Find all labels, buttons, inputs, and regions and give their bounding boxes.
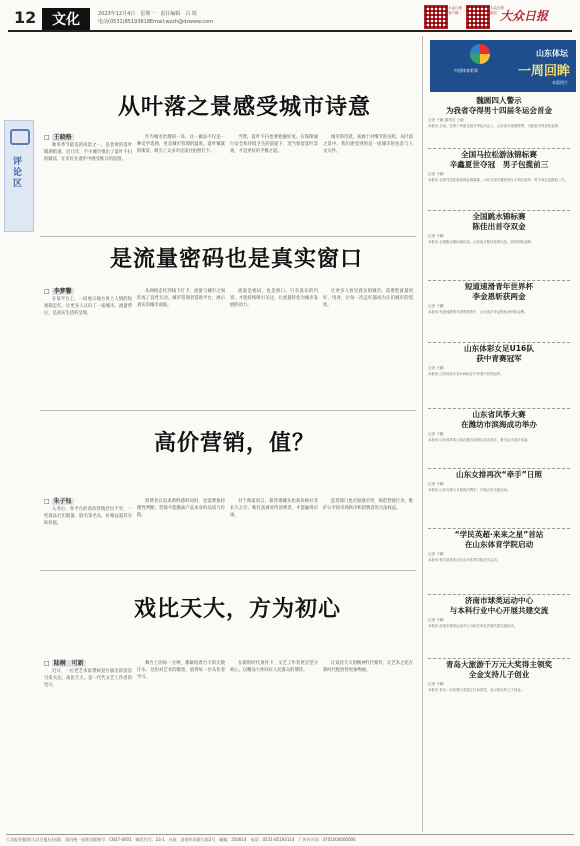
column-separator bbox=[422, 36, 423, 832]
sidebar-label: 评论区 bbox=[13, 157, 23, 189]
article-3-col-4: 监管部门也应加强引导，规范营销行为，维护公平的市场秩序和消费者的合法权益。 bbox=[323, 499, 413, 512]
comment-section-tab bbox=[4, 120, 34, 232]
divider bbox=[428, 658, 570, 659]
divider bbox=[428, 280, 570, 281]
qr-code-client bbox=[424, 5, 448, 29]
sports-news-title: 全国跳水锦标赛 陈佳出首夺双金 bbox=[472, 212, 526, 231]
date-line: 2023年12月4日 星期一 责任编辑 吕 锐 bbox=[98, 11, 197, 17]
divider bbox=[40, 236, 416, 237]
banner-line-4: 本版图片 bbox=[552, 80, 568, 85]
sports-news-byline: 记者 于鹏 bbox=[428, 366, 444, 370]
article-3-byline: □ 朱子钰 bbox=[44, 498, 72, 505]
sports-news-title: “学民英超·来来之星”首站 在山东体育学院启动 bbox=[454, 530, 544, 549]
sports-news-body: 本报讯 山东女排与日照再次携手，开展合作交流活动。 bbox=[428, 488, 511, 492]
footer-imprint: 大众报业集团(大众日报社)出版 国内统一连续出版物号：CN37-0001 邮发代号：23-1 社址：济南市泺源大街2号 邮编：250014 电话：0531-85193114 广告许可证：3701004000006 bbox=[6, 834, 574, 843]
sports-news-title: 短道速滑青年世界杯 李金恩斩获两金 bbox=[464, 282, 534, 301]
article-1-col-3: 当然，落叶不扫也要把握好度。在保障通行安全和环境卫生的前提下，适当保留落叶景观，才是更好的平衡之道。 bbox=[230, 135, 318, 155]
sports-news-body: 本报讯 日前，在第十四届全国冬季运动会上，山东选手顽强拼搏，为我省夺得首枚金牌。 bbox=[428, 124, 562, 128]
article-1-byline: □ 王晓格 bbox=[44, 134, 72, 141]
banner-line-1: 山东体坛 bbox=[536, 49, 568, 58]
newspaper-logo: 大众日报 bbox=[500, 9, 549, 23]
sports-news-body: 本报讯 济南市球类运动中心与相关单位开展共建交流活动。 bbox=[428, 624, 518, 628]
sports-news-byline: 记者 于鹏 bbox=[428, 618, 444, 622]
article-2-col-2: 从网络走红到线下打卡，流量与城市之间形成了良性互动。城市管理者借助平台，展示真实的城市面貌。 bbox=[137, 289, 225, 309]
article-2-col-1: 在某平台上，一段展示地方风土人情的短视频走红，让更多人认识了一座城市。流量背后，是真实生活的呈现。 bbox=[44, 297, 132, 317]
divider bbox=[428, 408, 570, 409]
sports-news-byline: 记者 于鹏 bbox=[428, 172, 444, 176]
sports-news-title: 山东女排再次“牵手”日照 bbox=[456, 470, 542, 479]
sports-news-byline: 记者 于鹏 bbox=[428, 304, 444, 308]
divider bbox=[40, 410, 416, 411]
sports-news-byline: 记者 于鹏 bbox=[428, 552, 444, 556]
qr-code-wechat bbox=[466, 5, 490, 29]
comment-bubble-icon bbox=[10, 129, 30, 145]
article-3-author: 朱子钰 bbox=[53, 498, 72, 505]
page-number: 12 bbox=[14, 8, 37, 27]
section-label: 文化 bbox=[42, 8, 90, 30]
sports-banner bbox=[430, 40, 576, 92]
sports-news-body: 本报讯 青岛一位彩票大奖得主日前领奖，表示将支持儿子创业。 bbox=[428, 688, 525, 692]
sports-news-byline: 记者 于鹏 bbox=[428, 234, 444, 238]
article-2-headline: 是流量密码也是真实窗口 bbox=[110, 246, 364, 272]
sports-news-byline: 记者 于鹏 bbox=[428, 432, 444, 436]
sports-news-title: 山东体彩女足U16队 获中青赛冠军 bbox=[464, 344, 534, 363]
sports-news-body: 本报讯 相关赛事首站在山东体育学院正式启动。 bbox=[428, 558, 501, 562]
sports-news-body: 本报讯 全国马拉松游泳锦标赛落幕，山东名将辛鑫获得女子项目冠军，男子项目包揽前三名。 bbox=[428, 178, 569, 182]
article-4-col-3: 在新的时代条件下，文艺工作者更应坚守初心，以精品力作回应人民群众的期待。 bbox=[230, 661, 318, 674]
sports-news-title: 青岛大旅游千万元大奖得主领奖 全金支持儿子创业 bbox=[445, 660, 553, 679]
sports-news-body: 本报讯 短道速滑青年世界杯赛中，山东选手李金恩斩获两枚金牌。 bbox=[428, 310, 528, 314]
article-4-byline: □ 陆桐 可新 bbox=[44, 660, 84, 667]
article-2-col-4: 让更多人看见真实的城市，需要把流量用好、用对，让每一次走红都成为认识城市的契机。 bbox=[323, 289, 413, 309]
sports-news-body: 本报讯 山东体彩女足U16队在中青赛中获得冠军。 bbox=[428, 372, 504, 376]
article-2-byline: □ 李梦馨 bbox=[44, 288, 72, 295]
sports-news-title: 魏圆四人警示 为我省夺得男十四届冬运会首金 bbox=[445, 96, 553, 115]
email-line: Email:wzzh@dzwww.com bbox=[150, 19, 213, 25]
divider bbox=[428, 528, 570, 529]
article-2-col-3: 流量是密码，也是窗口。只有真实的内容，才能持续吸引关注，让流量转化为城市发展的动力。 bbox=[230, 289, 318, 309]
sports-news-title: 济南市球类运动中心 与本科行业中心开展共建交流 bbox=[449, 596, 549, 615]
sports-news-title: 山东省风筝大赛 在潍坊市滨海成功举办 bbox=[461, 410, 537, 429]
article-3-col-1: 入冬后，各平台的高价营销层出不穷，一些商品打出限量、联名等名头，价格远超其实际价值。 bbox=[44, 507, 132, 527]
sports-news-byline: 记者 于鹏 bbox=[428, 482, 444, 486]
article-4-headline: 戏比天大，方为初心 bbox=[134, 596, 342, 622]
divider bbox=[428, 468, 570, 469]
header-rule bbox=[8, 30, 572, 32]
article-1-col-2: 作为城市治理的一环，这一做法不仅是一种美学选择，更是城市管理的温度。落叶铺就的街景，吸引了众多市民前往拍照打卡。 bbox=[137, 135, 225, 155]
divider bbox=[428, 210, 570, 211]
banner-line-2: 一周回眸 bbox=[517, 64, 570, 79]
sports-news-body: 本报讯 山东省风筝大赛在潍坊滨海区成功举办，吸引众多选手参赛。 bbox=[428, 438, 531, 442]
article-2-author: 李梦馨 bbox=[53, 288, 72, 295]
sports-news-byline: 记者 于鹏 通讯员 王晓 bbox=[428, 118, 464, 122]
phone-line: 电话(0531)85193618 bbox=[98, 19, 151, 25]
qr-label-wechat: 大众日报 微信 bbox=[490, 6, 504, 15]
sports-news-byline: 记者 于鹏 bbox=[428, 682, 444, 686]
lottery-emblem-icon bbox=[470, 44, 490, 64]
article-4-col-4: 让戏比天大的精神代代相传，让艺术之花在新时代绽放得更加绚丽。 bbox=[323, 661, 413, 674]
article-1-col-1: 秋冬季节最美的风景之一，是金黄的落叶铺满街道。近几年，不少城市推出了落叶不扫的做法，让市民在漫步中感受秋日的浪漫。 bbox=[44, 143, 132, 163]
article-4-author: 陆桐 可新 bbox=[53, 660, 84, 667]
qr-label-client: 大众日报 客户端 bbox=[448, 6, 462, 15]
article-1-author: 王晓格 bbox=[53, 134, 72, 141]
article-3-col-3: 对于商家而言，靠营销噱头抬高价格并非长久之计，唯有真诚对待消费者，才能赢得市场。 bbox=[230, 499, 318, 519]
sports-news-body: 本报讯 全国跳水锦标赛结束，山东选手陈佳发挥出色，收获两枚金牌。 bbox=[428, 240, 535, 244]
divider bbox=[428, 148, 570, 149]
banner-line-3: 中国体育彩票 bbox=[454, 68, 478, 73]
article-1-col-4: 城市的诗意，来源于对细节的关照。从叶落之景中，我们感受到的是一座城市的包容与人文关怀。 bbox=[323, 135, 413, 155]
sports-news-title: 全国马拉松游泳锦标赛 辛鑫夏世夺冠 男子包揽前三 bbox=[449, 150, 549, 169]
article-1-headline: 从叶落之景感受城市诗意 bbox=[118, 94, 372, 120]
divider bbox=[428, 342, 570, 343]
divider bbox=[428, 594, 570, 595]
divider bbox=[40, 570, 416, 571]
article-4-col-2: 舞台上的每一分钟，都凝结着台下的无数汗水。这份对艺术的敬畏，值得每一位从业者学习。 bbox=[137, 661, 225, 681]
article-3-col-2: 消费者在追求新鲜感的同时，也需要保持理性判断。营销不能脱离产品本身的品质与价值。 bbox=[137, 499, 225, 519]
article-3-headline: 高价营销，值？ bbox=[154, 430, 316, 456]
article-4-col-1: 近日，一位老艺术家带病登台演出的消息引发关注。戏比天大，是一代代文艺工作者的坚守。 bbox=[44, 669, 132, 689]
